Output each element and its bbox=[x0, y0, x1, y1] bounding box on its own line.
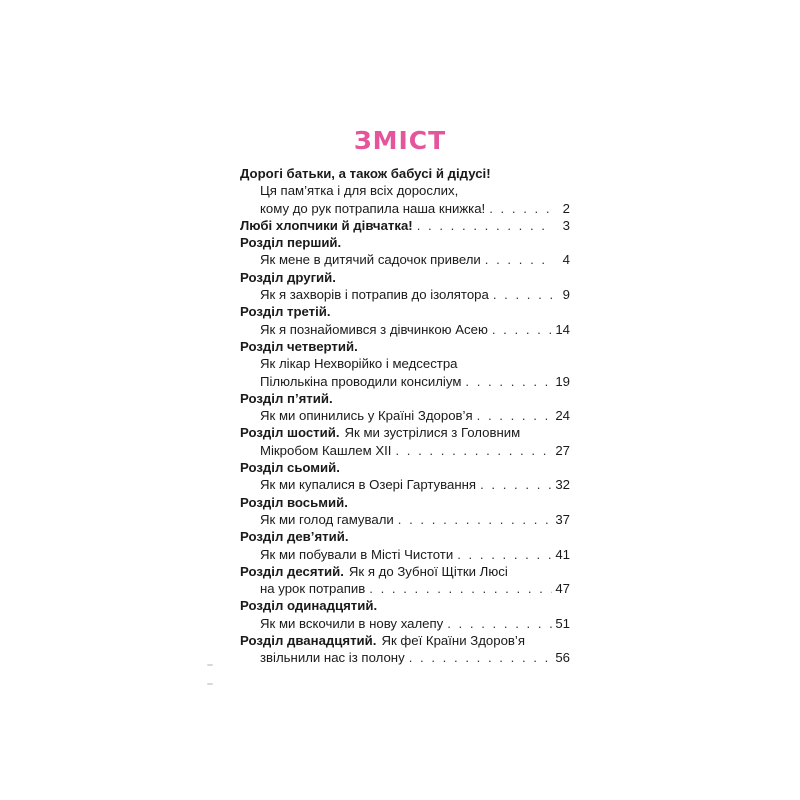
page-number: 32 bbox=[555, 477, 570, 493]
toc-heading-row bbox=[240, 563, 570, 580]
leader-dots bbox=[369, 580, 552, 597]
leader-dots bbox=[457, 546, 552, 563]
toc-line-text: Як лікар Нехворійко і медсестра bbox=[260, 356, 458, 372]
toc-line-text: кому до рук потрапила наша книжка! bbox=[260, 200, 486, 216]
toc-heading-row bbox=[240, 165, 570, 182]
leader-dots bbox=[465, 373, 552, 390]
toc-line-text: Як мене в дитячий садочок привели bbox=[260, 252, 481, 268]
toc-line bbox=[240, 286, 570, 303]
leader-dots bbox=[417, 217, 553, 234]
toc-line bbox=[240, 580, 570, 597]
page-number: 27 bbox=[555, 442, 570, 458]
toc-heading: Розділ дев’ятий. bbox=[240, 529, 349, 545]
page-number: 51 bbox=[555, 615, 570, 631]
toc-line-text: на урок потрапив bbox=[260, 581, 366, 597]
page-number: 4 bbox=[562, 252, 570, 268]
toc-line bbox=[240, 182, 570, 199]
toc-heading-row bbox=[240, 494, 570, 511]
toc-line bbox=[240, 251, 570, 268]
toc-line-text: Як ми опинились у Країні Здоров’я bbox=[260, 408, 473, 424]
toc-heading-row bbox=[240, 528, 570, 545]
toc-line bbox=[240, 511, 570, 528]
leader-dots bbox=[477, 407, 553, 424]
toc-line-text: Як ми побували в Місті Чистоти bbox=[260, 546, 454, 562]
toc-heading-row bbox=[240, 424, 570, 441]
toc-line bbox=[240, 615, 570, 632]
leader-dots bbox=[480, 476, 552, 493]
toc-line bbox=[240, 321, 570, 338]
page-number: 24 bbox=[555, 408, 570, 424]
toc-heading: Розділ третій. bbox=[240, 304, 331, 320]
scan-smudge bbox=[207, 683, 213, 685]
toc-line bbox=[240, 546, 570, 563]
toc-heading: Розділ четвертий. bbox=[240, 338, 358, 354]
toc-heading: Розділ десятий. bbox=[240, 563, 344, 579]
page-number: 3 bbox=[562, 217, 570, 233]
page-number: 41 bbox=[555, 546, 570, 562]
page-number: 14 bbox=[555, 321, 570, 337]
toc-heading: Розділ восьмий. bbox=[240, 494, 348, 510]
toc-heading: Розділ сьомий. bbox=[240, 460, 340, 476]
leader-dots bbox=[485, 251, 553, 268]
toc-heading: Розділ п’ятий. bbox=[240, 390, 333, 406]
page-number: 2 bbox=[562, 200, 570, 216]
toc-line-text: Пілюлькіна проводили консиліум bbox=[260, 373, 462, 389]
scan-smudge bbox=[207, 664, 213, 666]
leader-dots bbox=[447, 615, 552, 632]
toc-heading-row bbox=[240, 269, 570, 286]
toc-line-text: Як я захворів і потрапив до ізолятора bbox=[260, 287, 489, 303]
page-number: 19 bbox=[555, 373, 570, 389]
toc-heading-tail: Як феї Країни Здоров’я bbox=[381, 633, 525, 649]
leader-dots bbox=[398, 511, 553, 528]
toc-heading-row bbox=[240, 217, 570, 234]
toc-heading-row bbox=[240, 234, 570, 251]
leader-dots bbox=[493, 286, 553, 303]
toc-heading-row bbox=[240, 632, 570, 649]
toc-line bbox=[240, 373, 570, 390]
toc-heading-tail: Як ми зустрілися з Головним bbox=[344, 425, 521, 441]
table-of-contents bbox=[240, 165, 570, 667]
toc-line bbox=[240, 442, 570, 459]
toc-heading-row bbox=[240, 597, 570, 614]
toc-line bbox=[240, 200, 570, 217]
leader-dots bbox=[395, 442, 552, 459]
page-number: 56 bbox=[555, 650, 570, 666]
leader-dots bbox=[489, 200, 553, 217]
toc-line bbox=[240, 649, 570, 666]
toc-heading-row bbox=[240, 459, 570, 476]
toc-heading: Розділ дванадцятий. bbox=[240, 633, 377, 649]
page-number: 47 bbox=[555, 581, 570, 597]
toc-line-text: Як ми вскочили в нову халепу bbox=[260, 615, 444, 631]
page-number: 9 bbox=[562, 287, 570, 303]
toc-line-text: звільнили нас із полону bbox=[260, 650, 405, 666]
toc-heading: Розділ шостий. bbox=[240, 425, 340, 441]
toc-heading-row bbox=[240, 338, 570, 355]
toc-heading: Дорогі батьки, а також бабусі й дідусі! bbox=[240, 166, 491, 181]
leader-dots bbox=[492, 321, 552, 338]
toc-line bbox=[240, 476, 570, 493]
toc-heading: Любі хлопчики й дівчатка! bbox=[240, 217, 413, 233]
toc-line-text: Як ми купалися в Озері Гартування bbox=[260, 477, 477, 493]
toc-heading: Розділ одинадцятий. bbox=[240, 598, 378, 614]
toc-heading: Розділ перший. bbox=[240, 235, 342, 251]
toc-line-text: Ця пам’ятка і для всіх дорослих, bbox=[260, 183, 459, 199]
toc-heading: Розділ другий. bbox=[240, 269, 336, 285]
toc-heading-row bbox=[240, 390, 570, 407]
toc-heading-row bbox=[240, 303, 570, 320]
page-number: 37 bbox=[555, 511, 570, 527]
toc-line-text: Мікробом Кашлем XII bbox=[260, 442, 392, 458]
page-title: ЗМІСТ bbox=[353, 126, 447, 155]
toc-line bbox=[240, 355, 570, 372]
toc-line-text: Як я познайомився з дівчинкою Асею bbox=[260, 321, 488, 337]
toc-heading-tail: Як я до Зубної Щітки Люсі bbox=[348, 563, 508, 579]
toc-line-text: Як ми голод гамували bbox=[260, 511, 394, 527]
leader-dots bbox=[409, 649, 553, 666]
toc-line bbox=[240, 407, 570, 424]
